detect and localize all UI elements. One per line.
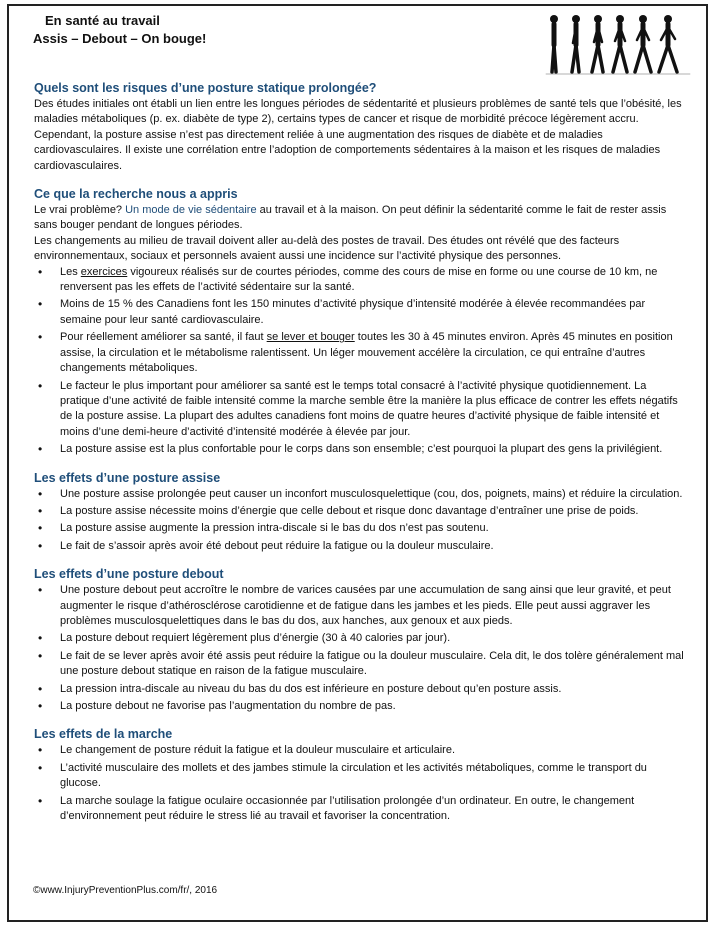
section-standing — [34, 566, 684, 714]
section-research — [34, 186, 684, 458]
walker-figure-1 — [550, 15, 558, 72]
section-walking — [34, 726, 684, 824]
list-item: • Une posture assise prolongée peut causer un inconfort musculosquelettique (cou, dos, poignets, mains) et réduire la circulation. — [34, 487, 684, 502]
section-heading-research: Ce que la recherche nous a appris — [34, 187, 238, 202]
document-body — [34, 80, 684, 836]
walking-bullet-list — [34, 743, 684, 824]
list-item: • L’activité musculaire des mollets et des jambes stimule la circulation et les activités métaboliques, comme le transport du glucose. — [34, 761, 684, 792]
list-item: • La posture debout requiert légèrement plus d’énergie (30 à 40 calories par jour). — [34, 631, 684, 646]
walker-figure-2 — [572, 15, 580, 72]
section-heading-standing: Les effets d’une posture debout — [34, 567, 224, 582]
list-item: • La posture assise nécessite moins d’énergie que celle debout et risque donc davantage d’entraîner une prise de poids. — [34, 504, 684, 519]
list-item: • Les exercices vigoureux réalisés sur de courtes périodes, comme des cours de mise en forme ou une course de 10 km, ne renversent pas les effets de l’activité sédentaire sur la santé. — [34, 265, 684, 296]
list-item: • La posture debout ne favorise pas l’augmentation du nombre de pas. — [34, 699, 684, 714]
sedentary-lifestyle-highlight: Un mode de vie sédentaire — [125, 204, 257, 217]
walking-figures-icon — [544, 12, 694, 76]
list-item: • Le fait de se lever après avoir été assis peut réduire la fatigue ou la douleur musculaire. Cela dit, le dos tolère généralement mal une posture debout statique en raison de la fatigue musculaire. — [34, 649, 684, 680]
walker-figure-6 — [659, 15, 677, 72]
list-item: • La posture assise augmente la pression intra-discale si le bas du dos n’est pas soutenu. — [34, 521, 684, 536]
walker-figure-4 — [613, 15, 627, 72]
document-subtitle: Assis – Debout – On bouge! — [33, 31, 207, 46]
list-item: • La marche soulage la fatigue oculaire occasionnée par l’utilisation prolongée d’un ordinateur. En outre, le changement d’environnement peut réduire le stress lié au travail et favoriser la concentration. — [34, 794, 684, 825]
walker-figure-3 — [592, 15, 603, 72]
document-page — [7, 4, 708, 922]
list-item: • La pression intra-discale au niveau du bas du dos est inférieure en posture debout qu’en posture assis. — [34, 682, 684, 697]
copyright-footer: ©www.InjuryPreventionPlus.com/fr/, 2016 — [33, 885, 218, 896]
list-item: • Pour réellement améliorer sa santé, il faut se lever et bouger toutes les 30 à 45 minutes environ. Après 45 minutes en position assise, la circulation et le métabolisme ralentissent. Un léger mouvement accélère la circulation, ce qui entraîne d’autres changements métaboliques. — [34, 330, 684, 376]
walker-figure-5 — [635, 15, 651, 72]
list-item: • Le fait de s’assoir après avoir été debout peut réduire la fatigue ou la douleur musculaire. — [34, 539, 684, 554]
document-title: En santé au travail — [45, 13, 160, 28]
section-heading-risks: Quels sont les risques d’une posture statique prolongée? — [34, 81, 377, 95]
section-risks — [34, 80, 684, 174]
sitting-bullet-list — [34, 487, 684, 555]
section-heading-walking: Les effets de la marche — [34, 727, 173, 742]
research-bullet-list — [34, 265, 684, 458]
list-item: • Le changement de posture réduit la fatigue et la douleur musculaire et articulaire. — [34, 743, 684, 758]
list-item: • La posture assise est la plus confortable pour le corps dans son ensemble; c’est pourquoi la plupart des gens la privilégient. — [34, 442, 684, 457]
research-intro-lead: Le vrai problème? — [34, 204, 126, 217]
list-item: • Le facteur le plus important pour améliorer sa santé est le temps total consacré à l’activité physique quotidiennement. La pratique d’une activité de faible intensité comme la marche semble être la manière la plus efficace de contrer les effets négatifs de la posture assise. La plupart des adultes canadiens font moins de quatre heures d’activité physique de faible intensité et moins d’une demi-heure d’activité d’intensité modérée à élevée par jour. — [34, 379, 684, 441]
research-intro-rest: au travail et à la maison. On peut définir la sédentarité comme le fait de rester assis sans bouger pendant de longues périodes. — [34, 204, 667, 232]
exercices-link[interactable]: exercices — [80, 265, 128, 278]
section-sitting — [34, 470, 684, 555]
research-paragraph: Les changements au milieu de travail doivent aller au-delà des postes de travail. Des études ont révélé que des facteurs environnementaux, sociaux et personnels avaient aussi une incidence sur l’activité physique des personnes. — [34, 234, 620, 263]
list-item: • Moins de 15 % des Canadiens font les 150 minutes d’activité physique d’intensité modérée à élevée recommandées par semaine pour leur santé cardiovasculaire. — [34, 297, 684, 328]
list-item: • Une posture debout peut accroître le nombre de varices causées par une accumulation de sang ainsi que leur gravité, et peut augmenter le risque d’athérosclérose carotidienne et de fatigue dans les jambes et les pieds. Elle peut aussi aggraver les problèmes musculosquelettiques dans le bas du dos, aux hanches, aux genoux et aux pieds. — [34, 583, 684, 629]
standing-bullet-list — [34, 583, 684, 714]
risks-paragraph: Des études initiales ont établi un lien entre les longues périodes de sédentarité et plusieurs problèmes de santé tels que l’obésité, les maladies métaboliques (p. ex. diabète de type 2), certains types de cancer et risque de morbidité précoce légèrement accru. Cependant, la posture assise n’est pas directement reliée à une augmentation des risques de diabète et de maladies cardiovasculaires. Il existe une corrélation entre l’adoption de comportements sédentaires à la maison et les risques de maladies cardiovasculaires. — [34, 98, 682, 172]
section-heading-sitting: Les effets d’une posture assise — [34, 470, 221, 485]
se-lever-et-bouger-link[interactable]: se lever et bouger — [266, 331, 355, 344]
document-header — [33, 12, 206, 48]
research-intro — [34, 203, 684, 234]
